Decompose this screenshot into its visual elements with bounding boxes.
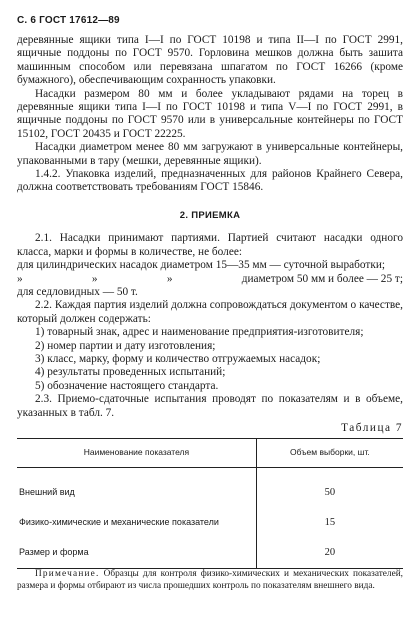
note-text: Образцы для контроля физико-химических и механических показателей, размера и формы отбирают из числа прошедших контроль по показателям внешнего вида.: [17, 569, 403, 591]
paragraph: Насадки размером 80 мм и более укладывают рядами на торец в деревянные ящики типа I—I по ГОСТ 10198 и типа V—I по ГОСТ 2991, в ящичные поддоны по ГОСТ 9570 или в универсальные контейнеры по ГОСТ 15102, ГОСТ 20435 и ГОСТ 22225.: [17, 87, 403, 140]
table-cell-value: 15: [324, 517, 336, 529]
list-item: 1) товарный знак, адрес и наименование предприятия-изготовителя;: [35, 326, 364, 339]
table-row: [17, 468, 403, 499]
table-caption: Таблица 7: [341, 421, 403, 434]
column-header: Наименование показателя: [17, 439, 256, 468]
table-cell-value: 20: [324, 547, 336, 559]
table-cell-name: Внешний вид: [17, 468, 256, 499]
ditto-mark: »: [17, 272, 23, 285]
table-cell-name: Размер и форма: [17, 528, 256, 558]
paragraph: деревянные ящики типа I—I по ГОСТ 10198 и типа II—I по ГОСТ 2991, ящичные поддоны по ГОСТ 9570. Горловина мешков должна быть зашита машинным способом или перевязана шпагатом по ГОСТ 16266 (кроме бумажного), обеспечивающим сохранность упаковки.: [17, 34, 403, 87]
list-item: 2) номер партии и дату изготовления;: [35, 339, 216, 352]
ditto-mark: »: [91, 272, 98, 285]
list-item: для седловидных — 50 т.: [17, 285, 138, 298]
list-item: для цилиндрических насадок диаметром 15—35 мм — суточной выработки;: [17, 259, 386, 272]
paragraph: 2.3. Приемо-сдаточные испытания проводят по показателям и в объеме, указанных в табл. 7.: [17, 393, 403, 419]
list-item: 5) обозначение настоящего стандарта.: [35, 379, 219, 392]
table-cell-value: 50: [324, 487, 336, 499]
list-item: 4) результаты проведенных испытаний;: [35, 366, 226, 379]
paragraph: 1.4.2. Упаковка изделий, предназначенных для районов Крайнего Севера, должна соответствовать требованиям ГОСТ 15846.: [17, 168, 403, 194]
ditto-text: диаметром 50 мм и более — 25 т;: [241, 272, 403, 285]
document-body: [17, 34, 403, 592]
table-note: [17, 569, 403, 592]
ditto-mark: »: [166, 272, 173, 285]
table-header-row: [17, 439, 403, 468]
column-header: Объем выборки, шт.: [256, 439, 403, 468]
table-cell-name: Физико-химические и механические показатели: [17, 498, 256, 528]
page-header: С. 6 ГОСТ 17612—89: [17, 15, 120, 26]
paragraph: 2.1. Насадки принимают партиями. Партией считают насадки одного класса, марки и формы в количестве, не более:: [17, 232, 403, 258]
data-table: [17, 438, 403, 569]
list-item: 3) класс, марку, форму и количество отгружаемых насадок;: [35, 352, 321, 365]
table-row: [17, 498, 403, 528]
ditto-line: [17, 273, 403, 286]
table-row: [17, 528, 403, 558]
paragraph: Насадки диаметром менее 80 мм загружают в универсальные контейнеры, упакованными в тару (мешки, деревянные ящики).: [17, 141, 403, 167]
note-label: Примечание.: [35, 569, 100, 580]
paragraph: 2.2. Каждая партия изделий должна сопровождаться документом о качестве, который должен содержать:: [17, 299, 403, 325]
table-bottom-rule: [17, 558, 403, 569]
section-title: 2. ПРИЕМКА: [179, 209, 241, 221]
